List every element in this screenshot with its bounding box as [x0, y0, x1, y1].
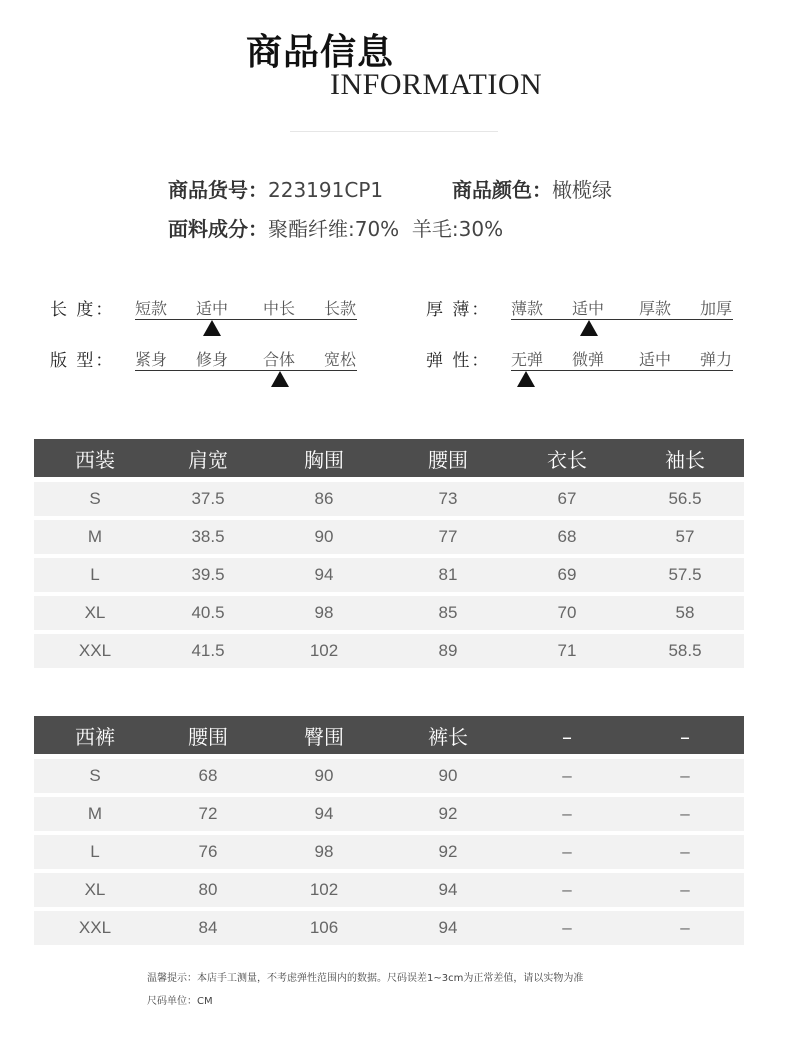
fit-marker-icon [271, 371, 289, 387]
length-option: 短款 [135, 299, 168, 318]
table-cell: 80 [198, 880, 218, 899]
pants-header-cell: 腰围 [188, 725, 228, 749]
table-cell: 94 [438, 880, 458, 899]
table-row [34, 873, 744, 907]
fit-option: 宽松 [324, 350, 357, 369]
fit-option: 合体 [263, 350, 296, 369]
pants-header-cell: – [562, 725, 572, 749]
elasticity-option: 适中 [639, 350, 672, 369]
elasticity-option: 无弹 [511, 350, 544, 369]
table-row [34, 797, 744, 831]
table-cell: 67 [557, 489, 577, 508]
table-cell: 90 [438, 766, 458, 785]
table-cell: M [87, 527, 103, 546]
fit-scale-line [135, 370, 357, 371]
suit-header-cell: 衣长 [547, 448, 587, 472]
thickness-marker-icon [580, 320, 598, 336]
table-row [34, 520, 744, 554]
page-title: 商品信息 [246, 31, 395, 73]
thickness-option: 适中 [572, 299, 605, 318]
thickness-option: 厚款 [639, 299, 672, 318]
table-cell: 72 [198, 804, 218, 823]
table-row [34, 835, 744, 869]
suit-header-cell: 腰围 [428, 448, 468, 472]
table-cell: – [562, 918, 572, 937]
suit-table-header [34, 439, 744, 477]
table-cell: 76 [198, 842, 218, 861]
table-cell: 106 [309, 918, 339, 937]
thickness-scale-line [511, 319, 733, 320]
table-cell: 56.5 [668, 489, 702, 508]
length-option: 中长 [263, 299, 296, 318]
table-cell: 90 [314, 766, 334, 785]
table-cell: – [680, 766, 690, 785]
table-cell: 84 [198, 918, 218, 937]
table-cell: – [680, 842, 690, 861]
length-scale-line [135, 319, 357, 320]
table-row [34, 634, 744, 668]
table-cell: 71 [557, 641, 577, 660]
elasticity-marker-icon [517, 371, 535, 387]
table-cell: 94 [314, 565, 334, 584]
material-row [168, 213, 503, 242]
title-divider [290, 131, 498, 132]
table-row [34, 558, 744, 592]
length-marker-icon [203, 320, 221, 336]
table-cell: – [562, 842, 572, 861]
length-option: 适中 [196, 299, 229, 318]
item-color-row [452, 174, 612, 203]
elasticity-scale-line [511, 370, 733, 371]
table-row [34, 759, 744, 793]
pants-header-cell: 西裤 [75, 725, 115, 749]
table-cell: 58.5 [668, 641, 702, 660]
table-cell: 41.5 [191, 641, 225, 660]
item-number-value: 223191CP1 [268, 178, 384, 202]
table-cell: 57.5 [668, 565, 702, 584]
table-cell: L [90, 842, 100, 861]
elasticity-option: 弹力 [700, 350, 733, 369]
thickness-option: 薄款 [511, 299, 544, 318]
table-cell: XL [84, 880, 106, 899]
elasticity-option: 微弹 [572, 350, 605, 369]
table-cell: 92 [438, 804, 458, 823]
table-cell: – [680, 880, 690, 899]
elasticity-scale-label: 弹 性： [426, 351, 491, 371]
pants-table-header [34, 716, 744, 754]
suit-header-cell: 肩宽 [188, 448, 228, 472]
table-cell: – [680, 918, 690, 937]
item-color-value: 橄榄绿 [552, 178, 612, 202]
table-cell: 57 [675, 527, 695, 546]
table-row [34, 482, 744, 516]
table-cell: 73 [438, 489, 458, 508]
table-cell: 89 [438, 641, 458, 660]
table-cell: 68 [198, 766, 218, 785]
material-value: 聚酯纤维:70% 羊毛:30% [268, 217, 504, 241]
table-cell: XL [84, 603, 106, 622]
table-cell: XXL [78, 918, 112, 937]
table-cell: 86 [314, 489, 334, 508]
table-cell: 92 [438, 842, 458, 861]
table-cell: XXL [78, 641, 112, 660]
table-cell: – [680, 804, 690, 823]
table-cell: 77 [438, 527, 458, 546]
suit-header-cell: 西装 [75, 448, 115, 472]
table-cell: – [562, 766, 572, 785]
table-cell: 69 [557, 565, 577, 584]
table-cell: 58 [675, 603, 695, 622]
length-scale-label: 长 度： [50, 300, 115, 320]
pants-header-cell: – [680, 725, 690, 749]
thickness-option: 加厚 [700, 299, 733, 318]
table-row [34, 911, 744, 945]
table-cell: 94 [438, 918, 458, 937]
table-cell: M [87, 804, 103, 823]
table-cell: 98 [314, 842, 334, 861]
table-cell: 68 [557, 527, 577, 546]
table-row [34, 596, 744, 630]
fit-option: 修身 [196, 350, 229, 369]
pants-header-cell: 裤长 [428, 725, 468, 749]
table-cell: 39.5 [191, 565, 225, 584]
table-cell: 70 [557, 603, 577, 622]
table-cell: 38.5 [191, 527, 225, 546]
size-unit-note: 尺码单位：CM [147, 996, 213, 1007]
table-cell: 40.5 [191, 603, 225, 622]
table-cell: S [89, 489, 101, 508]
table-cell: L [90, 565, 100, 584]
item-number-row [168, 174, 383, 203]
fit-scale-label: 版 型： [50, 351, 115, 371]
suit-header-cell: 袖长 [665, 448, 705, 472]
table-cell: 102 [309, 641, 339, 660]
table-cell: 102 [309, 880, 339, 899]
item-color-label: 商品颜色： [452, 178, 552, 202]
table-cell: 94 [314, 804, 334, 823]
table-cell: 81 [438, 565, 458, 584]
item-number-label: 商品货号： [168, 178, 268, 202]
table-cell: 98 [314, 603, 334, 622]
table-cell: S [89, 766, 101, 785]
measurement-tip: 温馨提示：本店手工测量，不考虑弹性范围内的数据。尺码误差1~3cm为正常差值，请以实物为准 [147, 973, 584, 984]
length-option: 长款 [324, 299, 357, 318]
thickness-scale-label: 厚 薄： [426, 300, 491, 320]
page-subtitle: INFORMATION [330, 68, 543, 101]
suit-header-cell: 胸围 [304, 448, 344, 472]
table-cell: 90 [314, 527, 334, 546]
pants-header-cell: 臀围 [304, 725, 344, 749]
material-label: 面料成分： [168, 217, 268, 241]
fit-option: 紧身 [135, 350, 168, 369]
table-cell: – [562, 804, 572, 823]
table-cell: 85 [438, 603, 458, 622]
table-cell: 37.5 [191, 489, 225, 508]
table-cell: – [562, 880, 572, 899]
